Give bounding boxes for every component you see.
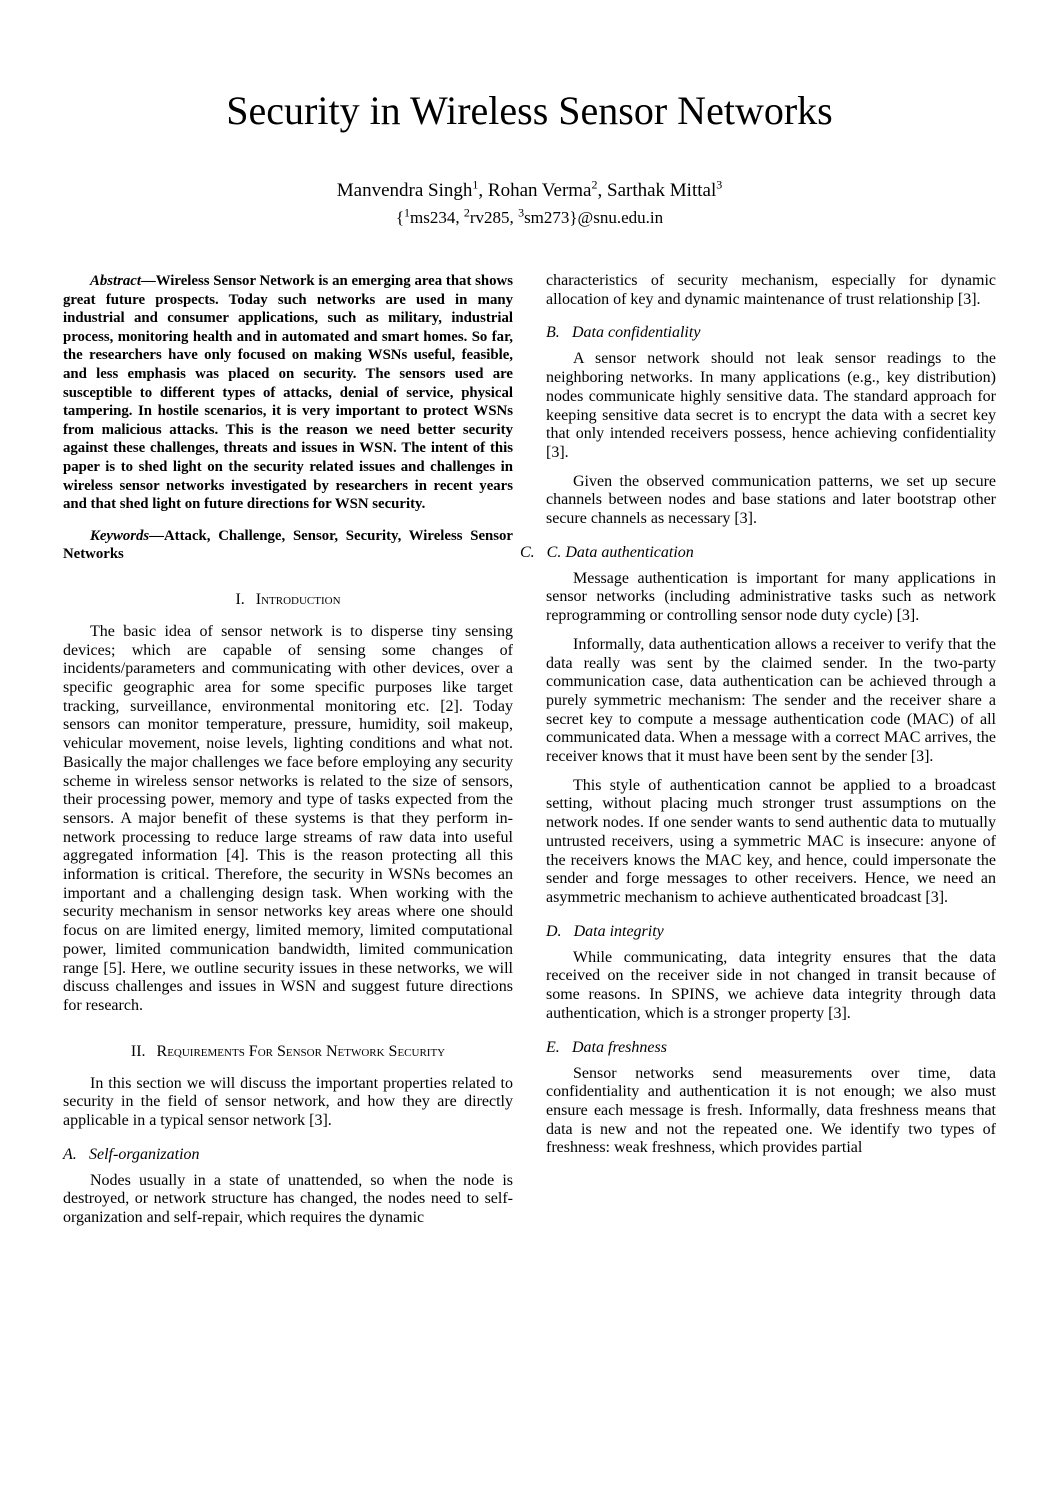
section-title: Introduction (255, 590, 341, 608)
subsection-label: A. (63, 1145, 77, 1163)
email-2: rv285, (469, 208, 519, 227)
section-heading-requirements (63, 1043, 513, 1061)
subsection-label: D. (546, 922, 562, 940)
author-separator: , (478, 180, 488, 201)
email-3-and-domain: sm273}@snu.edu.in (524, 208, 664, 227)
subsection-heading-data-freshness (546, 1039, 996, 1057)
data-confidentiality-paragraph-2: Given the observed communication patterns, we set up secure channels between nodes and base stations and later bootstrap other secure channels as necessary [3]. (546, 472, 996, 528)
subsection-heading-data-authentication (520, 544, 996, 562)
section-heading-introduction (63, 591, 513, 609)
subsection-heading-self-organization (63, 1146, 513, 1164)
subsection-title: Data freshness (572, 1038, 667, 1056)
data-confidentiality-paragraph-1: A sensor network should not leak sensor readings to the neighboring networks. In many applications (e.g., key distribution) nodes communicate highly sensitive data. The standard approach for keeping sensitive data secret is to encrypt the data with a secret key that only intended receivers possess, hence achieving confidentiality [3]. (546, 350, 996, 461)
subsection-title: Data confidentiality (572, 324, 701, 342)
author-2: Rohan Verma (487, 180, 592, 201)
right-column (520, 272, 996, 1238)
left-column (63, 272, 513, 1238)
author-1: Manvendra Singh (336, 180, 473, 201)
subsection-label: C. (520, 543, 535, 561)
abstract-text: Wireless Sensor Network is an emerging area that shows great future prospects. Today such networks are used in many industrial and consumer applications, such as military, industrial process, monitoring health and in automated and smart homes. So far, the researchers have only focused on making WSNs useful, feasible, and less emphasis was placed on security. The sensors used are susceptible to different types of attacks, denial of service, physical tampering. In hostile scenarios, it is very important to protect WSNs from malicious attacks. This is the reason we need better security against these challenges, threats and issues in WSN. The intent of this paper is to shed light on the security related issues and challenges in wireless sensor networks investigated by researchers in recent years and that shed light on future directions for WSN security. (63, 273, 513, 513)
email-2-mark: 2 (463, 205, 470, 220)
self-organization-paragraph: Nodes usually in a state of unattended, so when the node is destroyed, or network structure has changed, the nodes need to self-organization and self-repair, which requires the dynamic (63, 1171, 513, 1227)
email-1-mark: 1 (404, 205, 411, 220)
section-title: Requirements For Sensor Network Security (156, 1042, 446, 1060)
data-integrity-paragraph: While communicating, data integrity ensures that the data received on the receiver side in not changed in transit because of some reasons. In SPINS, we achieve data integrity through data authentication, which is a stronger property [3]. (546, 948, 996, 1022)
keywords-paragraph (63, 527, 513, 564)
author-3: Sarthak Mittal (607, 180, 717, 201)
subsection-title: Data integrity (573, 922, 664, 940)
data-authentication-paragraph-1: Message authentication is important for many applications in sensor networks (including administrative tasks such as network reprogramming or controlling sensor node duty cycle) [3]. (546, 569, 996, 625)
self-organization-continued-paragraph: characteristics of security mechanism, especially for dynamic allocation of key and dynamic maintenance of trust relationship [3]. (546, 272, 996, 308)
keywords-lead: Keywords— (90, 527, 164, 544)
authors-line (63, 177, 996, 202)
section-number: I. (235, 590, 245, 608)
abstract-lead: Abstract— (90, 273, 156, 289)
data-freshness-paragraph: Sensor networks send measurements over time, data confidentiality and authentication it is not enough; we also must ensure each message is fresh. Informally, data freshness means that data is new and not the repeated one. We identify two types of freshness: weak freshness, which provides partial (546, 1064, 996, 1157)
author-separator: , (597, 180, 607, 201)
subsection-heading-data-confidentiality (546, 324, 996, 342)
paper-title: Security in Wireless Sensor Networks (226, 88, 833, 133)
data-authentication-paragraph-2: Informally, data authentication allows a receiver to verify that the data really was sent by the claimed sender. In the two-party communication case, data authentication can be achieved through a purely symmetric mechanism: The sender and the receiver share a secret key to compute a message authentication code (MAC) of all communicated data. When a message with a correct MAC arrives, the receiver knows that it must have been sent by the sender [3]. (546, 635, 996, 766)
emails-line (63, 205, 996, 228)
subsection-title: C. Data authentication (546, 543, 694, 561)
email-3-mark: 3 (518, 205, 525, 220)
email-1: ms234, (410, 208, 464, 227)
requirements-intro-paragraph: In this section we will discuss the important properties related to security in the field of sensor network, and how they are directly applicable in a typical sensor network [3]. (63, 1074, 513, 1130)
abstract-paragraph (63, 272, 513, 514)
subsection-heading-data-integrity (546, 923, 996, 941)
author-1-affiliation-mark: 1 (472, 177, 479, 192)
introduction-paragraph: The basic idea of sensor network is to disperse tiny sensing devices; which are capable of sensing some changes of incidents/parameters and communicating with other devices, over a specific geographic area for some specific purposes like target tracking, surveillance, environmental monitoring etc. [2]. Today sensors can monitor temperature, pressure, humidity, soil makeup, vehicular movement, noise levels, lighting conditions and what not. Basically the major challenges we face before employing any security scheme in wireless sensor networks is related to the size of sensors, their processing power, memory and type of tasks expected from the sensors. A major benefit of these systems is that they perform in-network processing to reduce large streams of raw data into useful aggregated information [4]. This is the reason protecting all this information is critical. Therefore, the security in WSNs becomes an important and a challenging design task. When working with the security mechanism in sensor networks key areas where one should focus on are limited energy, limited memory, limited computational power, limited communication bandwidth, limited communication range [5]. Here, we outline security issues in these networks, we will discuss challenges and issues in WSN and suggest future directions for research. (63, 622, 513, 1014)
data-authentication-paragraph-3: This style of authentication cannot be applied to a broadcast setting, without placing much stronger trust assumptions on the network nodes. If one sender wants to send authentic data to mutually untrusted receivers, using a symmetric MAC is insecure: anyone of the receivers knows the MAC key, and hence, could impersonate the sender and forge messages to other receivers. Hence, we need an asymmetric mechanism to achieve authenticated broadcast [3]. (546, 776, 996, 906)
section-number: II. (130, 1042, 146, 1060)
two-column-body (63, 272, 996, 1238)
author-2-affiliation-mark: 2 (591, 177, 598, 192)
emails-open-brace: { (395, 208, 405, 227)
subsection-label: B. (546, 324, 560, 342)
subsection-label: E. (546, 1038, 560, 1056)
subsection-title: Self-organization (89, 1145, 200, 1163)
keywords-text: Attack, Challenge, Sensor, Security, Wireless Sensor Networks (63, 527, 513, 563)
author-3-affiliation-mark: 3 (716, 177, 723, 192)
